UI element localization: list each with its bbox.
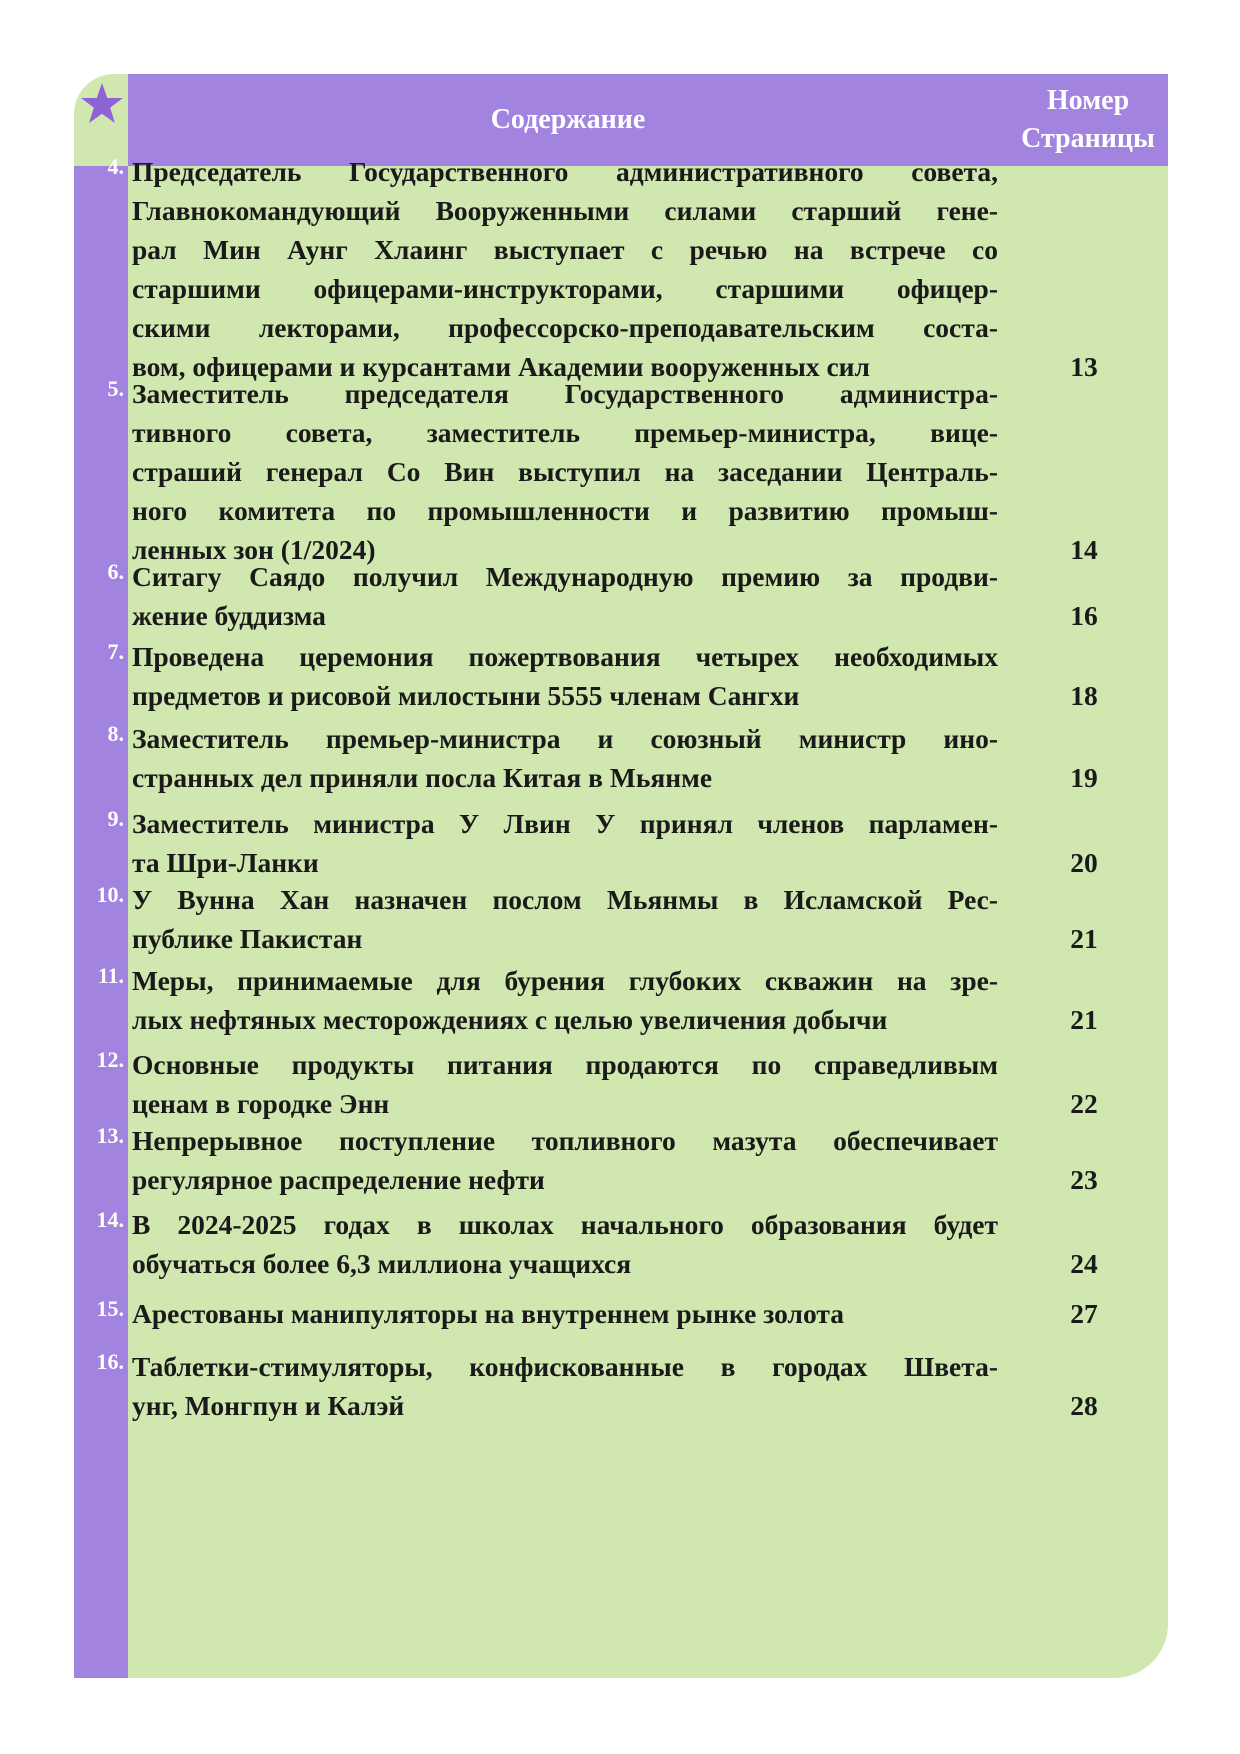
entry-number: 10. [96,882,124,907]
entry-title-line: Арестованы манипуляторы на внутреннем рынке золота [132,1298,844,1329]
entry-number: 16. [96,1349,124,1374]
contents-panel [74,74,1168,1678]
entry-number: 13. [96,1123,124,1148]
entry-page-number: 16 [1070,600,1098,631]
entry-title-line: скими лекторами, профессорско-преподавательским соста- [132,312,998,343]
entry-page-number: 21 [1070,923,1098,954]
entry-title-line: ценам в городке Энн [132,1088,390,1119]
entry-page-number: 19 [1070,762,1098,793]
entry-page-number: 14 [1070,534,1098,565]
entry-title-line: страший генерал Со Вин выступил на заседании Централь- [132,456,998,487]
entry-title-line: У Вунна Хан назначен послом Мьянмы в Исламской Рес- [132,884,998,915]
entry-title [132,1205,998,1283]
entry-title-line: обучаться более 6,3 миллиона учащихся [132,1248,632,1279]
entry-title [132,557,998,635]
entry-title-line: ного комитета по промышленности и развитию промыш- [132,495,998,526]
entry-title [132,1347,998,1425]
entry-number: 8. [107,721,124,746]
entry-title-line: Таблетки-стимуляторы, конфискованные в городах Швета- [132,1351,998,1382]
entry-title [132,374,998,569]
page-heading-line-2: Страницы [1021,123,1155,154]
entry-title-line: Основные продукты питания продаются по справедливым [132,1049,998,1080]
entry-title-line: тивного совета, заместитель премьер-министра, вице- [132,417,998,448]
entry-number: 12. [96,1047,124,1072]
entry-number: 15. [96,1296,124,1321]
entry-page-number: 13 [1070,351,1098,382]
entry-page-number: 24 [1070,1248,1098,1279]
entry-title-line: Меры, принимаемые для бурения глубоких скважин на зре- [132,965,998,996]
entry-title-line: Главнокомандующий Вооруженными силами старший гене- [132,195,998,226]
entry-number: 11. [97,963,124,988]
entry-page-number: 22 [1070,1088,1098,1119]
contents-list [74,74,1168,1678]
entry-title-line: рал Мин Аунг Хлаинг выступает с речью на встрече со [132,234,998,265]
entry-page-number: 21 [1070,1004,1098,1035]
entry-title-line: публике Пакистан [132,923,363,954]
entry-title-line: жение буддизма [132,600,326,631]
entry-number: 4. [107,154,124,179]
entry-title-line: В 2024-2025 годах в школах начального образования будет [132,1209,998,1240]
entry-title-line: унг, Монгпун и Калэй [132,1390,405,1421]
entry-title [132,637,998,715]
entry-title-line: Проведена церемония пожертвования четырех необходимых [132,641,998,672]
entry-title-line: Заместитель премьер-министра и союзный министр ино- [132,723,998,754]
page-heading-line-1: Номер [1046,85,1130,116]
entry-number: 6. [107,559,124,584]
entry-page-number: 18 [1070,680,1098,711]
entry-page-number: 20 [1070,847,1098,878]
entry-title-line: та Шри-Ланки [132,847,319,878]
entry-title [132,961,998,1039]
entry-number: 9. [107,806,124,831]
entry-number: 7. [107,639,124,664]
entry-title [132,719,998,797]
entry-number: 14. [96,1207,124,1232]
entry-title [132,804,998,882]
entry-title-line: Заместитель министра У Лвин У принял членов парламен- [132,808,998,839]
entry-title-line: Заместитель председателя Государственного администра- [132,378,998,409]
entry-title-line: вом, офицерами и курсантами Академии вооруженных сил [132,351,870,382]
entry-title-line: регулярное распределение нефти [132,1164,545,1195]
entry-page-number: 23 [1070,1164,1098,1195]
entry-title-line: Непрерывное поступление топливного мазута обеспечивает [132,1125,998,1156]
entry-title-line: лых нефтяных месторождениях с целью увеличения добычи [132,1004,888,1035]
entry-page-number: 27 [1070,1298,1098,1329]
entry-number: 5. [107,376,124,401]
entry-title [132,880,998,958]
entry-title [132,1121,998,1199]
entry-title [132,1045,998,1123]
entry-page-number: 28 [1070,1390,1098,1421]
entry-title [132,1294,998,1333]
entry-title-line: старшими офицерами-инструкторами, старшими офицер- [132,273,998,304]
entry-title-line: странных дел приняли посла Китая в Мьянме [132,762,713,793]
entry-title [132,152,998,386]
entry-title-line: предметов и рисовой милостыни 5555 членам Сангхи [132,680,800,711]
entry-title-line: ленных зон (1/2024) [132,534,376,565]
contents-heading: Содержание [490,104,646,135]
entry-title-line: Председатель Государственного административного совета, [132,156,998,187]
entry-title-line: Ситагу Саядо получил Международную премию за продви- [132,561,998,592]
